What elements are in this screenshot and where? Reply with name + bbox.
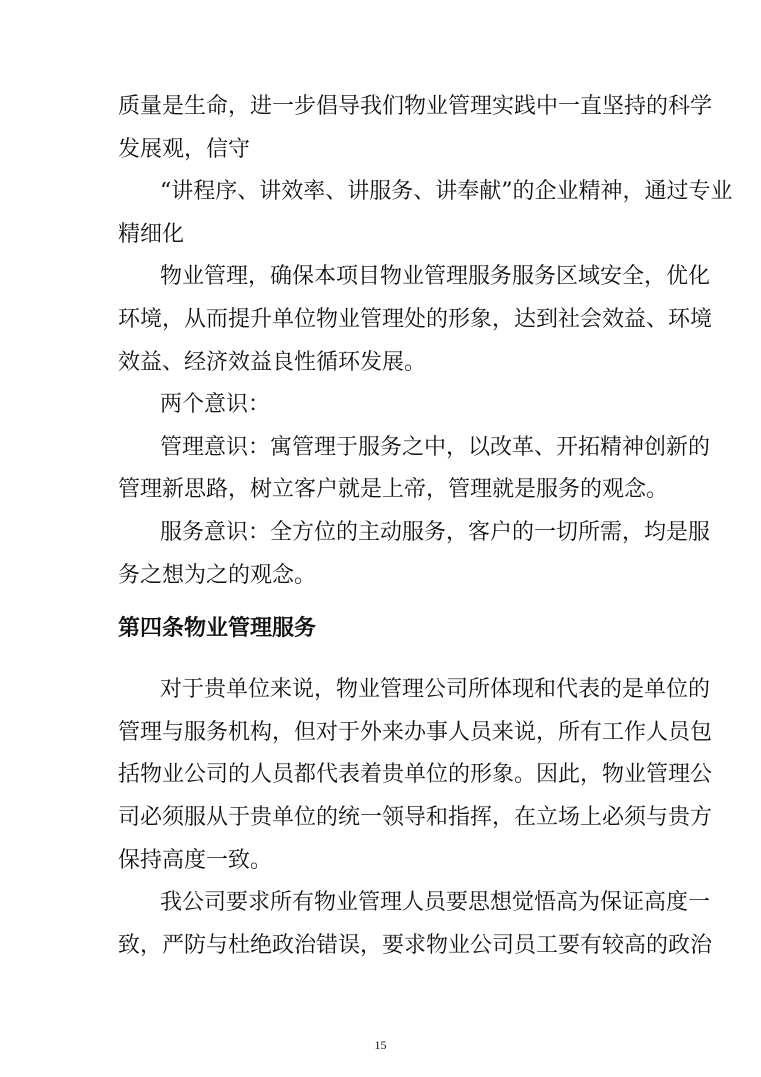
- text-line: 我公司要求所有物业管理人员要思想觉悟高为保证高度一: [160, 890, 711, 916]
- text-line: 保持高度一致。: [118, 847, 273, 873]
- text-line: 务之想为之的观念。: [118, 562, 317, 588]
- text-line: 质量是生命，进一步倡导我们物业管理实践中一直坚持的科学: [118, 94, 713, 119]
- document-page: [118, 86, 733, 967]
- text-line: “讲程序、讲效率、讲服务、讲奉献”的企业精神，通过专业: [160, 179, 733, 205]
- page-number: 15: [374, 1038, 387, 1052]
- text-line: 效益、经济效益良性循环发展。: [118, 349, 427, 375]
- text-line: 管理意识：寓管理于服务之中，以改革、开拓精神创新的: [160, 434, 711, 460]
- text-line: 环境，从而提升单位物业管理处的形象，达到社会效益、环境: [118, 306, 713, 332]
- text-line: 致，严防与杜绝政治错误，要求物业公司员工要有较高的政治: [118, 932, 713, 958]
- text-line: 管理新思路，树立客户就是上帝，管理就是服务的观念。: [118, 477, 669, 503]
- text-line: 服务意识：全方位的主动服务，客户的一切所需，均是服: [160, 519, 711, 545]
- section-heading: 第四条物业管理服务: [118, 615, 317, 642]
- text-line: 发展观，信守: [118, 136, 251, 162]
- text-line: 司必须服从于贵单位的统一领导和指挥，在立场上必须与贵方: [118, 804, 713, 830]
- text-line: 对于贵单位来说，物业管理公司所体现和代表的是单位的: [160, 677, 711, 703]
- text-line: 精细化: [118, 221, 185, 247]
- text-line: 物业管理，确保本项目物业管理服务服务区域安全，优化: [160, 264, 711, 290]
- text-line: 管理与服务机构，但对于外来办事人员来说，所有工作人员包: [118, 719, 713, 745]
- text-line: 两个意识：: [160, 392, 271, 418]
- text-line: 括物业公司的人员都代表着贵单位的形象。因此，物业管理公: [118, 762, 713, 788]
